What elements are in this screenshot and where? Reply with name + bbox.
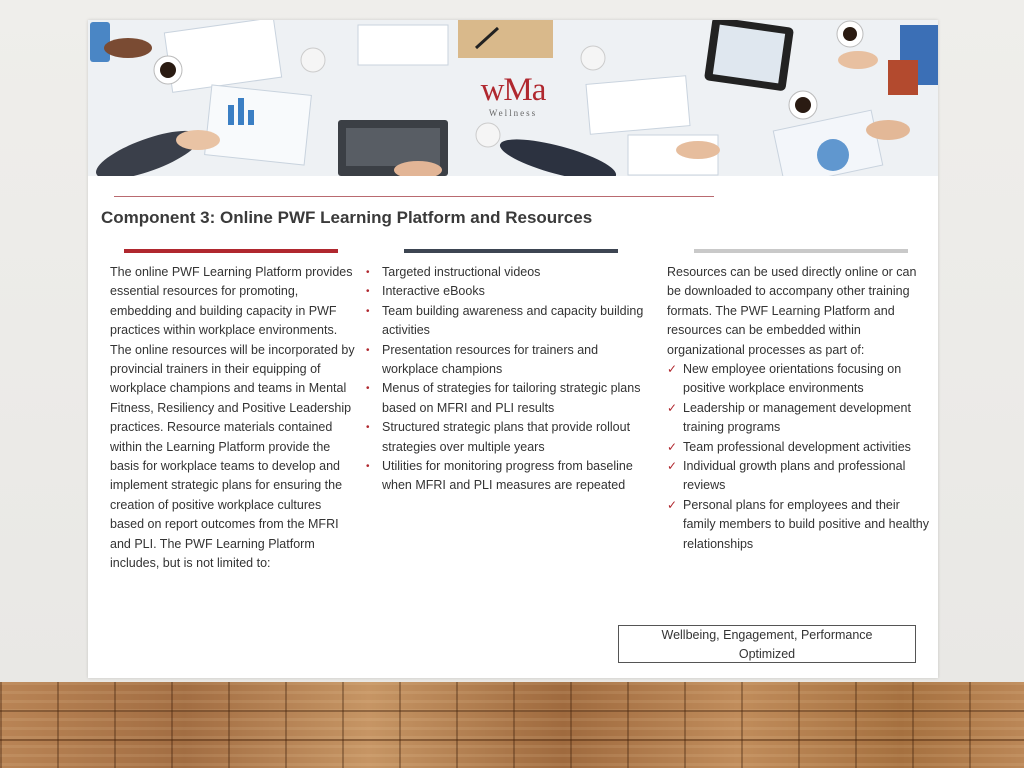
list-item xyxy=(366,341,648,380)
list-item xyxy=(667,399,929,438)
column-resource-uses xyxy=(667,263,929,554)
tagline-line2: Optimized xyxy=(738,647,796,661)
list-item xyxy=(667,496,929,554)
column-platform-features xyxy=(366,263,648,496)
use-text: Team professional development activities xyxy=(683,439,911,454)
slide xyxy=(88,20,938,678)
logo-subtitle: Wellness xyxy=(488,108,538,118)
feature-text: Presentation resources for trainers and workplace champions xyxy=(382,342,599,377)
bullet-icon: • xyxy=(366,461,370,473)
page-title: Component 3: Online PWF Learning Platform and Resources xyxy=(101,208,593,227)
feature-text: Targeted instructional videos xyxy=(382,265,541,279)
column1-accent-bar xyxy=(124,249,338,253)
list-item xyxy=(366,263,648,282)
use-text: Individual growth plans and professional reviews xyxy=(683,459,906,493)
feature-text: Team building awareness and capacity building activities xyxy=(382,303,644,338)
list-item xyxy=(366,282,648,301)
use-text: Leadership or management development training programs xyxy=(683,400,911,435)
platform-description-text: The online PWF Learning Platform provides essential resources for promoting, embedding and building capacity in PWF practices within workplace environments. The online resources will be incorporated by provincial trainers in their equipping of workplace champions and teams in Mental Fitness, Resiliency and Positive Leadership practices. Resource materials contained within the Learning Platform provide the basis for workplace teams to develop and implement strategic plans for ensuring the creation of positive workplace cultures based on report outcomes from the MFRI and PLI. The PWF Learning Platform includes, but is not limited to: xyxy=(110,265,355,571)
title-rule xyxy=(114,196,714,197)
tagline-box xyxy=(618,625,916,663)
list-item xyxy=(366,457,648,496)
checkmark-icon: ✓ xyxy=(667,362,678,377)
use-text: New employee orientations focusing on positive workplace environments xyxy=(683,362,902,396)
brand-logo xyxy=(468,72,558,118)
list-item xyxy=(667,360,929,399)
bullet-icon: • xyxy=(366,344,370,356)
checkmark-icon: ✓ xyxy=(667,459,678,474)
feature-text: Menus of strategies for tailoring strategic plans based on MFRI and PLI results xyxy=(382,381,641,415)
logo-wordmark: wMa xyxy=(480,72,546,108)
banner-image xyxy=(88,20,938,176)
list-item xyxy=(366,418,648,457)
list-item xyxy=(366,302,648,341)
uses-list xyxy=(667,360,929,554)
column-platform-description xyxy=(110,263,355,574)
feature-text: Structured strategic plans that provide rollout strategies over multiple years xyxy=(382,420,631,454)
column3-accent-bar xyxy=(694,249,908,253)
list-item xyxy=(667,438,929,457)
checkmark-icon: ✓ xyxy=(667,439,678,454)
list-item xyxy=(667,457,929,496)
use-text: Personal plans for employees and their family members to build positive and healthy relationships xyxy=(683,497,929,551)
list-item xyxy=(366,379,648,418)
bullet-icon: • xyxy=(366,267,370,278)
feature-text: Interactive eBooks xyxy=(382,284,485,299)
feature-text: Utilities for monitoring progress from baseline when MFRI and PLI measures are repeated xyxy=(382,459,633,493)
bullet-icon: • xyxy=(366,422,370,434)
features-list xyxy=(366,263,648,496)
bullet-icon: • xyxy=(366,383,370,395)
column2-accent-bar xyxy=(404,249,618,253)
bullet-icon: • xyxy=(366,305,370,317)
checkmark-icon: ✓ xyxy=(667,400,678,415)
resource-uses-intro: Resources can be used directly online or can be downloaded to accompany other training formats. The PWF Learning Platform and resources can be embedded within organizational processes as part of: xyxy=(667,265,917,357)
checkmark-icon: ✓ xyxy=(667,497,678,512)
tagline-line1: Wellbeing, Engagement, Performance xyxy=(661,628,873,642)
wood-floor xyxy=(0,682,1024,768)
bullet-icon: • xyxy=(366,286,370,298)
